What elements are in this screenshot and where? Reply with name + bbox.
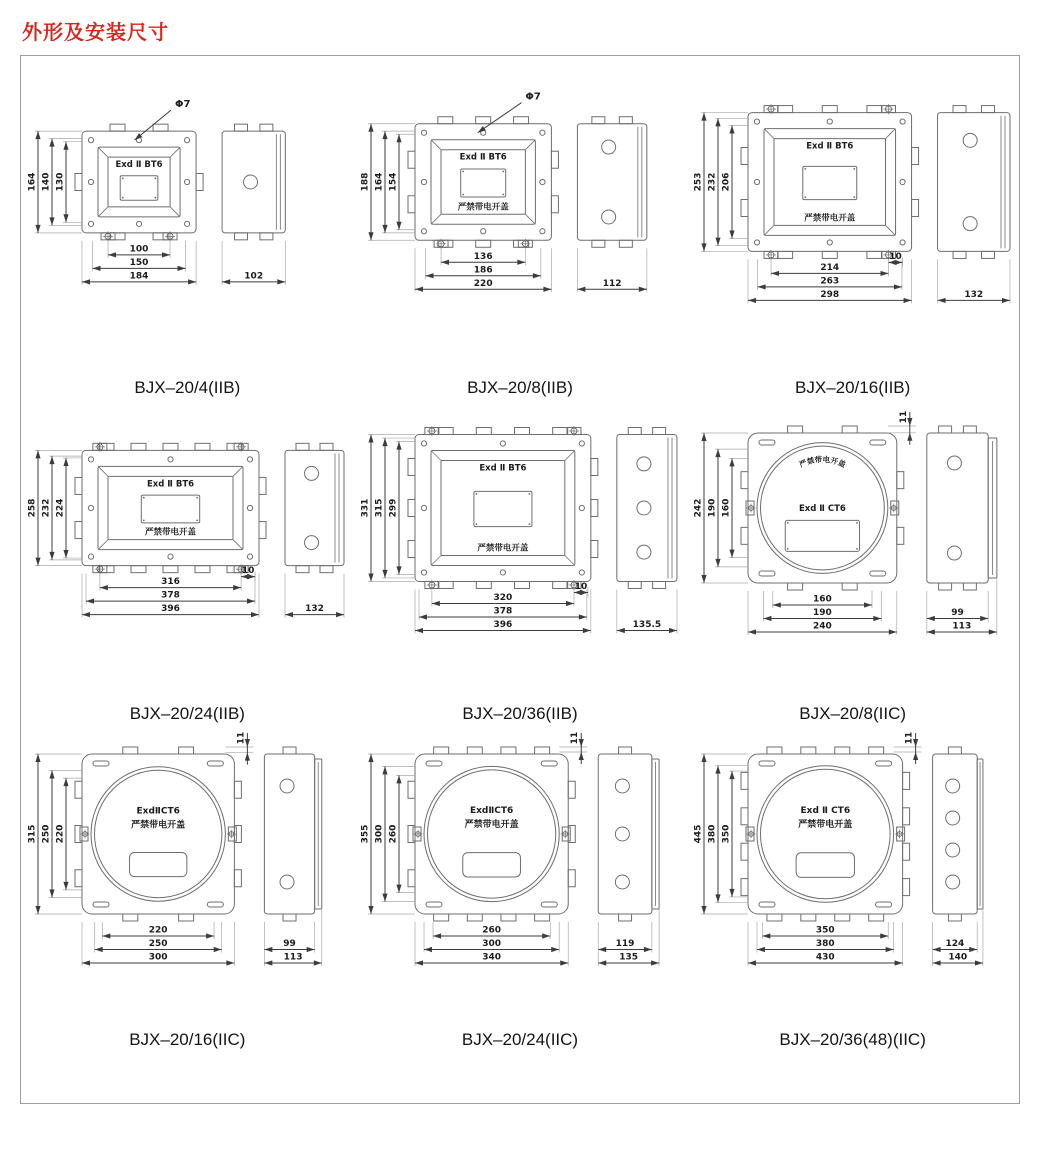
dimension-label: 380	[707, 824, 718, 844]
hole-diameter-note: Φ7	[525, 91, 541, 103]
dimension-label: 124	[945, 939, 964, 949]
marking-text: Exd Ⅱ BT6	[115, 160, 163, 171]
dimension-label: 164	[374, 172, 385, 192]
dimension-label: 298	[820, 289, 839, 300]
drawings-grid	[21, 78, 1019, 1050]
marking-text: Exd Ⅱ CT6	[798, 504, 846, 514]
dimension-label: 188	[360, 172, 371, 192]
drawing-caption: BJX–20/36(48)(IIC)	[779, 1030, 926, 1049]
dimension-label: 232	[707, 172, 718, 192]
dimension-label: 186	[473, 265, 493, 276]
technical-drawing-2	[688, 78, 1018, 378]
dimension-label: 220	[473, 278, 493, 289]
dimension-label: 220	[55, 824, 66, 844]
marking-text: ExdⅡCT6	[469, 806, 514, 817]
dimension-label: 214	[820, 262, 839, 273]
warning-text-curved: 严禁带电开盖	[797, 454, 847, 470]
dimension-label: 164	[27, 172, 38, 192]
warning-text: 严禁带电开盖	[464, 820, 519, 831]
dimension-label: 11	[904, 731, 915, 745]
dimension-label: 378	[161, 590, 181, 601]
dimension-label: 100	[129, 244, 149, 255]
dimension-label: 430	[815, 952, 835, 963]
drawing-cell-0	[22, 78, 352, 398]
dimension-label: 11	[236, 731, 247, 745]
dimension-label: 320	[493, 592, 513, 603]
marking-text: Exd Ⅱ BT6	[147, 479, 195, 490]
technical-drawing-3	[22, 404, 352, 704]
dimension-label: 300	[149, 952, 168, 963]
marking-text: ExdⅡCT6	[136, 806, 181, 817]
drawing-caption: BJX–20/36(IIB)	[462, 704, 578, 723]
dimension-label: 119	[615, 939, 635, 949]
drawing-cell-8	[688, 730, 1018, 1050]
dimension-label: 10	[574, 581, 588, 592]
dimension-label: 250	[149, 939, 168, 949]
dimension-label: 396	[161, 604, 181, 615]
diagram-frame	[20, 55, 1020, 1104]
dimension-label: 130	[55, 172, 66, 192]
dimension-label: 99	[283, 939, 297, 949]
dimension-label: 160	[812, 594, 832, 605]
dimension-label: 260	[388, 824, 399, 844]
dimension-label: 258	[27, 498, 38, 518]
drawing-caption: BJX–20/16(IIC)	[129, 1030, 246, 1049]
dimension-label: 396	[493, 619, 513, 630]
drawing-caption: BJX–20/16(IIB)	[795, 378, 911, 397]
dimension-label: 315	[374, 498, 385, 518]
dimension-label: 190	[707, 498, 718, 518]
dimension-label: 11	[570, 731, 581, 745]
warning-text: 严禁带电开盖	[477, 543, 529, 554]
technical-drawing-4	[355, 404, 685, 704]
dimension-label: 232	[41, 498, 52, 518]
dimension-label: 113	[284, 952, 303, 963]
dimension-label: 160	[721, 498, 732, 518]
drawing-cell-1	[355, 78, 685, 398]
technical-drawing-8	[688, 730, 1018, 1030]
warning-text: 严禁带电开盖	[145, 527, 197, 538]
dimension-label: 99	[950, 608, 964, 619]
marking-text: Exd Ⅱ BT6	[479, 463, 527, 474]
drawing-caption: BJX–20/4(IIB)	[134, 378, 241, 397]
dimension-label: 315	[27, 824, 38, 844]
dimension-label: 140	[948, 952, 967, 963]
dimension-label: 316	[161, 577, 181, 588]
hole-diameter-note: Φ7	[175, 99, 191, 111]
dimension-label: 340	[482, 952, 502, 963]
drawing-caption: BJX–20/24(IIC)	[461, 1030, 579, 1049]
dimension-label: 10	[888, 251, 902, 262]
dimension-label: 355	[360, 824, 371, 844]
dimension-label: 150	[129, 257, 149, 268]
dimension-label: 206	[721, 172, 732, 192]
drawing-caption: BJX–20/8(IIC)	[799, 704, 907, 723]
dimension-label: 112	[602, 278, 622, 289]
dimension-label: 11	[898, 410, 909, 424]
dimension-label: 132	[964, 289, 983, 300]
dimension-label: 260	[482, 925, 502, 936]
drawing-caption: BJX–20/24(IIB)	[129, 704, 245, 723]
technical-drawing-0	[22, 78, 352, 378]
dimension-label: 263	[820, 276, 839, 287]
drawing-cell-4	[355, 404, 685, 724]
dimension-label: 102	[244, 271, 264, 282]
drawing-cell-5	[688, 404, 1018, 724]
dimension-label: 10	[242, 566, 255, 577]
drawing-cell-3	[22, 404, 352, 724]
dimension-label: 300	[374, 824, 385, 844]
warning-text: 严禁带电开盖	[457, 202, 509, 213]
marking-text: Exd Ⅱ CT6	[800, 805, 850, 816]
drawing-caption: BJX–20/8(IIB)	[467, 378, 573, 397]
dimension-label: 350	[721, 824, 732, 844]
dimension-label: 135.5	[632, 619, 662, 630]
dimension-label: 378	[493, 606, 513, 617]
dimension-label: 154	[388, 172, 399, 192]
dimension-label: 190	[812, 608, 832, 619]
dimension-label: 240	[812, 621, 832, 632]
warning-text: 严禁带电开盖	[131, 820, 186, 831]
drawing-cell-6	[22, 730, 352, 1050]
marking-text: Exd Ⅱ BT6	[459, 152, 507, 163]
dimension-label: 331	[360, 498, 371, 518]
dimension-label: 140	[41, 172, 52, 192]
dimension-label: 253	[693, 172, 704, 192]
drawing-cell-7	[355, 730, 685, 1050]
dimension-label: 113	[952, 621, 971, 632]
dimension-label: 220	[149, 925, 168, 936]
dimension-label: 380	[815, 939, 835, 949]
warning-text: 严禁带电开盖	[797, 819, 852, 830]
technical-drawing-5	[688, 404, 1018, 704]
warning-text: 严禁带电开盖	[803, 213, 855, 224]
dimension-label: 300	[482, 939, 502, 949]
dimension-label: 350	[815, 925, 835, 936]
dimension-label: 135	[619, 952, 639, 963]
dimension-label: 250	[41, 824, 52, 844]
dimension-label: 299	[388, 498, 399, 518]
dimension-label: 184	[129, 271, 149, 282]
technical-drawing-6	[22, 730, 352, 1030]
dimension-label: 445	[693, 824, 704, 844]
dimension-label: 224	[55, 498, 66, 518]
dimension-label: 242	[693, 498, 704, 518]
dimension-label: 132	[305, 604, 325, 615]
dimension-label: 136	[473, 251, 493, 262]
technical-drawing-7	[355, 730, 685, 1030]
page-title: 外形及安装尺寸	[22, 22, 169, 44]
drawing-cell-2	[688, 78, 1018, 398]
technical-drawing-1	[355, 78, 685, 378]
marking-text: Exd Ⅱ BT6	[805, 141, 853, 152]
